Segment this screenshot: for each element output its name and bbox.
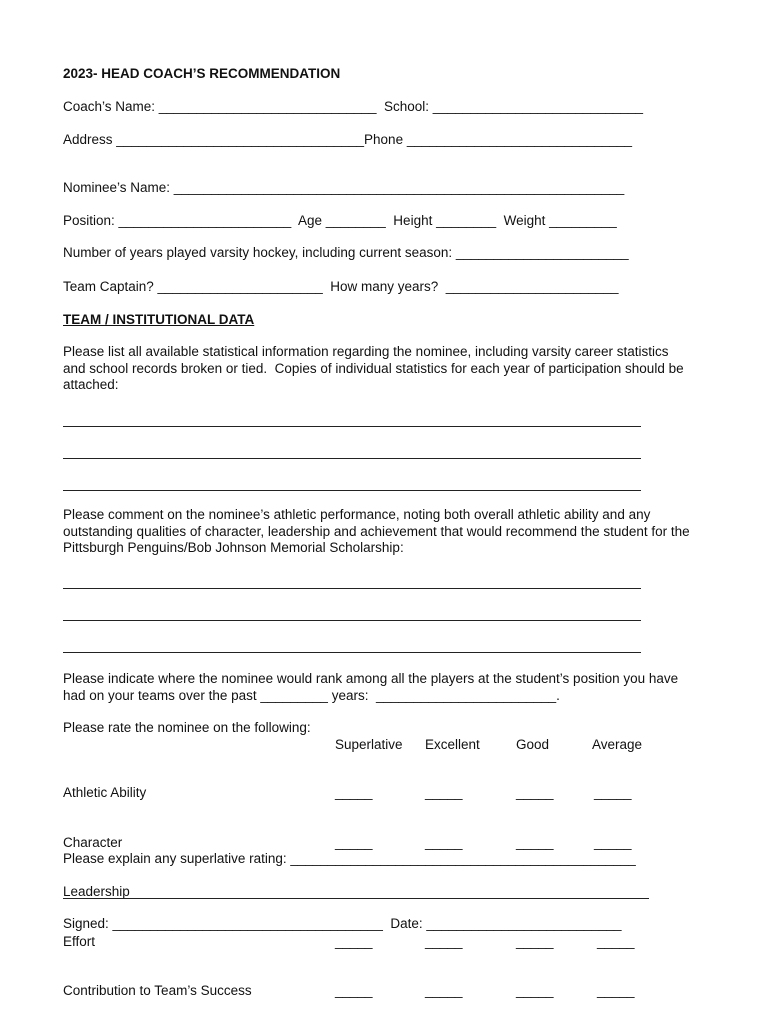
address-phone-field[interactable]: Address _________________________________Phone ______________________________ <box>63 132 633 147</box>
criterion-athletic-ability: Athletic Ability <box>63 785 147 800</box>
stats-answer-line[interactable] <box>63 458 641 459</box>
rating-criteria-list <box>63 752 252 1016</box>
performance-prompt <box>63 507 723 557</box>
rating-blank[interactable]: _____ <box>425 785 463 800</box>
rating-blank[interactable]: _____ <box>335 834 373 850</box>
good-blanks <box>516 752 554 1016</box>
rating-blank[interactable]: _____ <box>597 983 635 998</box>
stats-prompt-line: attached: <box>63 377 119 392</box>
rating-intro: Please rate the nominee on the following: <box>63 720 311 735</box>
explain-rating-field[interactable]: Please explain any superlative rating: ______________________________________________ <box>63 851 636 866</box>
rating-blank[interactable]: _____ <box>425 884 463 899</box>
criterion-effort: Effort <box>63 933 96 949</box>
rating-blank[interactable]: _____ <box>425 933 463 949</box>
years-varsity-field[interactable]: Number of years played varsity hockey, including current season: _______________________ <box>63 245 629 260</box>
rank-prompt-line: Please indicate where the nominee would rank among all the players at the student’s position you have <box>63 671 679 686</box>
stats-prompt <box>63 344 723 394</box>
rating-blank[interactable]: _____ <box>594 785 632 800</box>
rating-blank[interactable]: _____ <box>594 834 632 850</box>
performance-answer-line[interactable] <box>63 652 641 653</box>
rating-blank[interactable]: _____ <box>516 983 554 998</box>
rank-prompt <box>63 671 723 704</box>
rating-blank[interactable]: _____ <box>516 834 554 850</box>
rating-column-excellent: Excellent <box>425 737 480 752</box>
rating-blank[interactable]: _____ <box>335 884 373 899</box>
excellent-blanks <box>425 752 463 1016</box>
rating-blank[interactable]: _____ <box>425 983 463 998</box>
position-age-height-weight-field[interactable]: Position: _______________________ Age ________ Height ________ Weight _________ <box>63 213 617 228</box>
rating-column-average: Average <box>592 737 643 752</box>
performance-prompt-line: Pittsburgh Penguins/Bob Johnson Memorial Scholarship: <box>63 540 404 555</box>
rank-prompt-line[interactable]: had on your teams over the past _________ years: ________________________. <box>63 687 560 703</box>
performance-prompt-line: Please comment on the nominee’s athletic performance, noting both overall athletic ability and any <box>63 507 651 522</box>
team-captain-field[interactable]: Team Captain? ______________________ How many years? _______________________ <box>63 279 619 294</box>
stats-answer-line[interactable] <box>63 490 641 491</box>
rating-column-superlative: Superlative <box>335 737 403 752</box>
stats-prompt-line: Please list all available statistical information regarding the nominee, including varsity career statistics <box>63 344 669 359</box>
explain-answer-line[interactable] <box>63 898 649 899</box>
performance-answer-line[interactable] <box>63 588 641 589</box>
rating-blank[interactable]: _____ <box>597 933 635 949</box>
average-blanks <box>594 752 635 1016</box>
performance-answer-line[interactable] <box>63 620 641 621</box>
criterion-character: Character <box>63 834 123 850</box>
signed-date-field[interactable]: Signed: ____________________________________ Date: __________________________ <box>63 916 622 931</box>
superlative-blanks <box>335 752 373 1016</box>
criterion-leadership: Leadership <box>63 884 130 899</box>
rating-blank[interactable]: _____ <box>335 983 373 998</box>
performance-prompt-line: outstanding qualities of character, leadership and achievement that would recommend the student for the <box>63 523 690 539</box>
coach-name-school-field[interactable]: Coach’s Name: _____________________________ School: ____________________________ <box>63 99 644 114</box>
rating-blank[interactable]: _____ <box>335 933 373 949</box>
form-title: 2023- HEAD COACH’S RECOMMENDATION <box>63 66 341 81</box>
stats-prompt-line: and school records broken or tied. Copies of individual statistics for each year of participation should be <box>63 360 684 376</box>
rating-blank[interactable]: _____ <box>516 785 554 800</box>
rating-blank[interactable]: _____ <box>335 785 373 800</box>
rating-blank[interactable]: _____ <box>425 834 463 850</box>
rating-blank[interactable]: _____ <box>597 884 635 899</box>
rating-blank[interactable]: _____ <box>516 933 554 949</box>
section-heading: TEAM / INSTITUTIONAL DATA <box>63 312 255 327</box>
nominee-name-field[interactable]: Nominee’s Name: ____________________________________________________________ <box>63 180 625 195</box>
rating-column-good: Good <box>516 737 550 752</box>
criterion-contribution: Contribution to Team’s Success <box>63 983 252 998</box>
stats-answer-line[interactable] <box>63 426 641 427</box>
rating-blank[interactable]: _____ <box>516 884 554 899</box>
